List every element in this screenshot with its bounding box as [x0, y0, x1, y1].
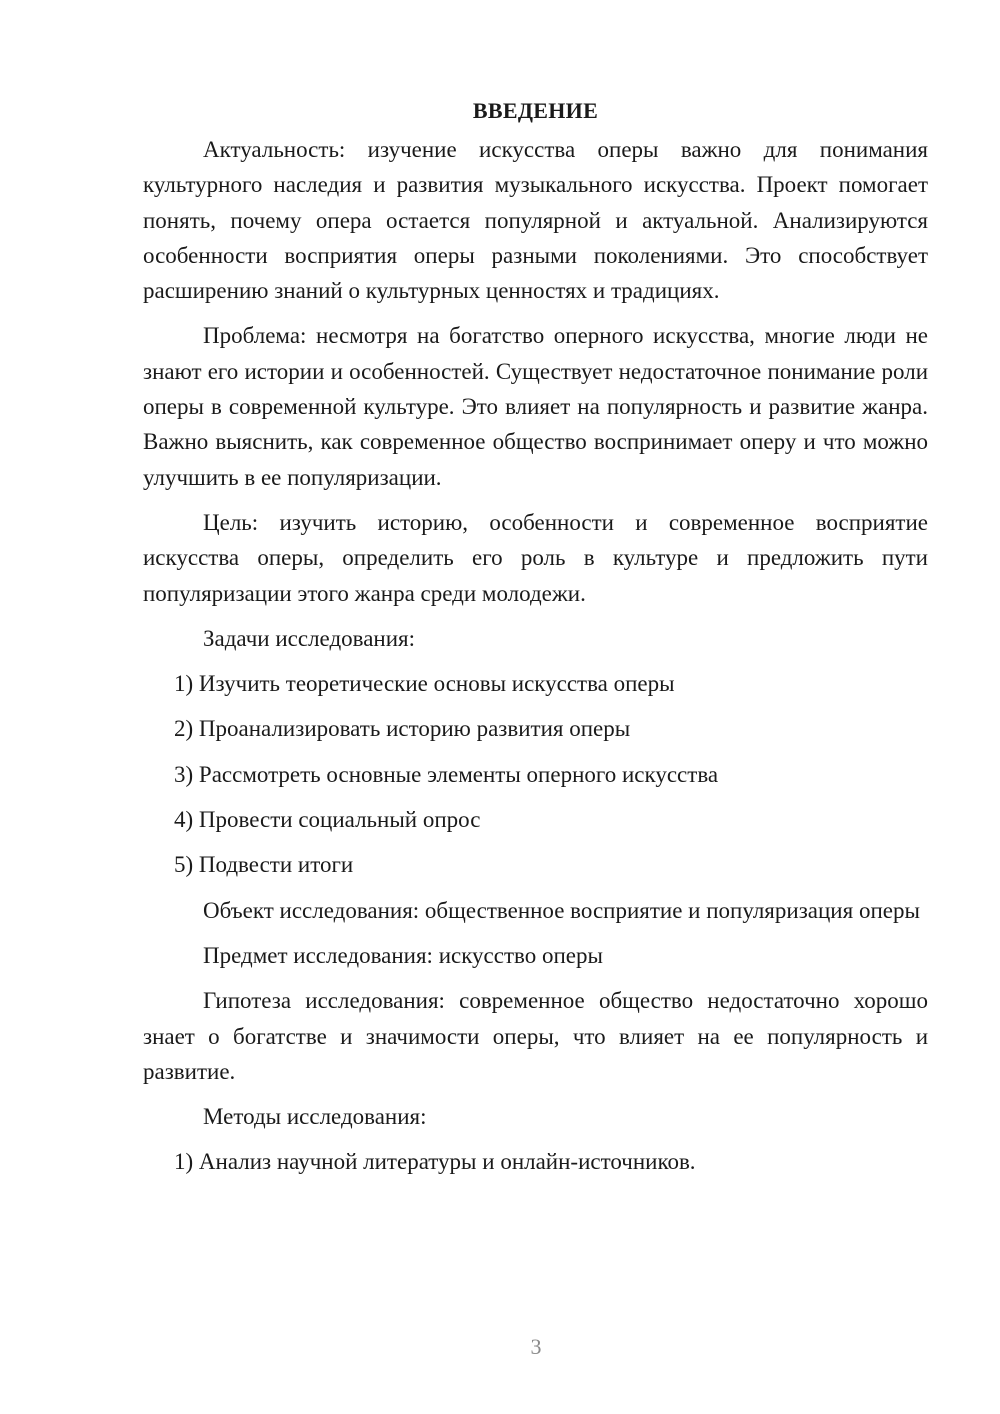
task-item-4: 4) Провести социальный опрос [174, 807, 481, 833]
task-item-3: 3) Рассмотреть основные элементы оперного искусства [174, 761, 719, 787]
method-item-1: 1) Анализ научной литературы и онлайн-источников. [174, 1149, 696, 1175]
relevance-paragraph: Актуальность: изучение искусства оперы важно для понимания культурного наследия и развития музыкального искусства. Проект помогает понять, почему опера остается популярной и актуальной. Анализируются особенности восприятия оперы разными поколениями. Это способствует расширению знаний о культурных ценностях и традициях. [143, 137, 928, 304]
page-number: 3 [530, 1334, 542, 1359]
tasks-heading: Задачи исследования: [203, 625, 416, 651]
problem-paragraph: Проблема: несмотря на богатство оперного искусства, многие люди не знают его истории и особенностей. Существует недостаточное понимание роли оперы в современной культуре. Это влияет на популярность и развитие жанра. Важно выяснить, как современное общество воспринимает оперу и что можно улучшить в ее популяризации. [143, 323, 928, 490]
task-item-5: 5) Подвести итоги [174, 852, 354, 878]
task-item-2: 2) Проанализировать историю развития оперы [174, 716, 631, 742]
object-paragraph: Объект исследования: общественное восприятие и популяризация оперы [203, 897, 920, 923]
goal-paragraph: Цель: изучить историю, особенности и современное восприятие искусства оперы, определить его роль в культуре и предложить пути популяризации этого жанра среди молодежи. [143, 509, 928, 606]
page-content [143, 96, 928, 1190]
hypothesis-paragraph: Гипотеза исследования: современное общество недостаточно хорошо знает о богатстве и значимости оперы, что влияет на ее популярность и развитие. [143, 988, 928, 1084]
subject-paragraph: Предмет исследования: искусство оперы [203, 942, 603, 968]
methods-heading: Методы исследования: [203, 1104, 427, 1130]
task-item-1: 1) Изучить теоретические основы искусства оперы [174, 671, 675, 697]
section-title: ВВЕДЕНИЕ [472, 98, 599, 123]
